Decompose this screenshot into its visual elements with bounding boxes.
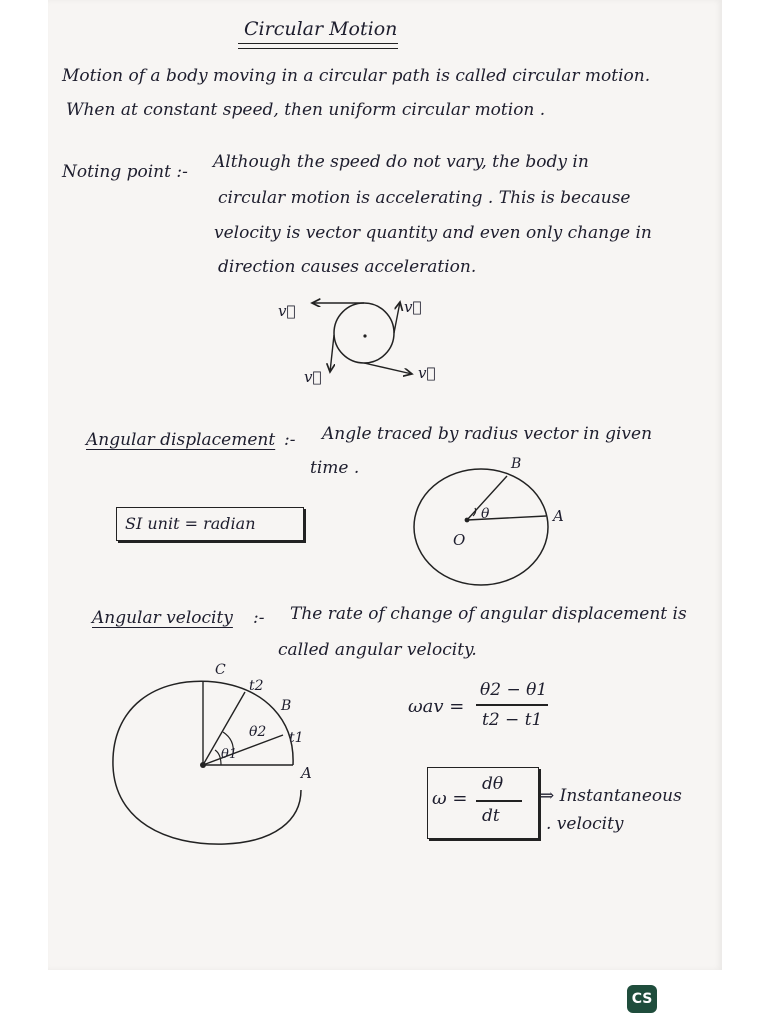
- vector-label-right: v⃗: [418, 364, 436, 382]
- noting-point-line-1: Although the speed do not vary, the body in: [213, 152, 589, 172]
- instantaneous-formula-box: [427, 767, 539, 839]
- si-unit-box: [116, 507, 304, 541]
- instantaneous-note-2: . velocity: [546, 814, 624, 834]
- label-c: C: [215, 662, 226, 678]
- velocity-circle: [113, 681, 301, 844]
- angular-velocity-definition-1: The rate of change of angular displacement is: [290, 604, 687, 624]
- arrow-up: [394, 302, 400, 333]
- label-b-velocity: B: [281, 698, 292, 714]
- angular-velocity-separator: :-: [253, 608, 265, 628]
- angular-velocity-diagram: [105, 660, 345, 860]
- label-theta2: θ2: [249, 724, 267, 740]
- noting-point-line-3: velocity is vector quantity and even only change in: [214, 223, 652, 243]
- arrow-down: [330, 335, 334, 372]
- avg-omega-lhs: ωav =: [408, 696, 465, 717]
- label-t2: t2: [249, 678, 264, 694]
- intro-line-1: Motion of a body moving in a circular path is called circular motion.: [62, 66, 651, 86]
- vector-label-left: v⃗: [278, 302, 296, 320]
- inst-omega-numerator: dθ: [482, 774, 504, 794]
- arrow-right: [364, 363, 412, 374]
- inst-omega-fraction-bar: [476, 800, 522, 802]
- instantaneous-note-1: ⇒ Instantaneous: [540, 786, 682, 806]
- label-o: O: [453, 531, 466, 549]
- label-a-velocity: A: [301, 764, 312, 782]
- circle-path: [334, 303, 394, 363]
- label-theta: θ: [481, 506, 490, 522]
- label-b: B: [511, 456, 522, 472]
- angular-velocity-heading: Angular velocity: [92, 608, 233, 628]
- label-t1: t1: [289, 730, 304, 746]
- center-point: [200, 762, 206, 768]
- noting-point-line-2: circular motion is accelerating . This is because: [218, 188, 631, 208]
- vector-label-up: v⃗: [404, 298, 422, 316]
- inst-omega-lhs: ω =: [432, 788, 468, 809]
- avg-omega-fraction-bar: [476, 704, 548, 706]
- angular-displacement-separator: :-: [284, 430, 296, 450]
- camscanner-logo: CS: [627, 985, 657, 1013]
- avg-omega-numerator: θ2 − θ1: [480, 680, 548, 700]
- angular-displacement-definition-1: Angle traced by radius vector in given: [322, 424, 653, 444]
- si-unit-text: SI unit = radian: [125, 514, 256, 533]
- page-title: Circular Motion: [244, 18, 398, 40]
- inst-omega-denominator: dt: [482, 806, 500, 826]
- intro-line-2: When at constant speed, then uniform circular motion .: [66, 100, 546, 120]
- angular-displacement-heading: Angular displacement: [86, 430, 276, 450]
- avg-omega-denominator: t2 − t1: [482, 710, 543, 730]
- angular-displacement-diagram: [405, 450, 585, 600]
- vector-label-down: v⃗: [304, 368, 322, 386]
- angular-velocity-definition-2: called angular velocity.: [278, 640, 477, 660]
- label-theta1: θ1: [221, 747, 238, 762]
- title-underline: [238, 43, 398, 44]
- noting-point-line-4: direction causes acceleration.: [218, 257, 477, 277]
- radius-oa: [467, 516, 546, 520]
- label-a: A: [553, 507, 564, 525]
- circle-center-dot: [363, 334, 366, 337]
- velocity-vectors-diagram: [270, 290, 440, 390]
- displacement-circle: [414, 469, 548, 585]
- angular-displacement-definition-2: time .: [310, 458, 360, 478]
- noting-point-label: Noting point :-: [62, 162, 188, 182]
- title-underline-double: [238, 48, 398, 49]
